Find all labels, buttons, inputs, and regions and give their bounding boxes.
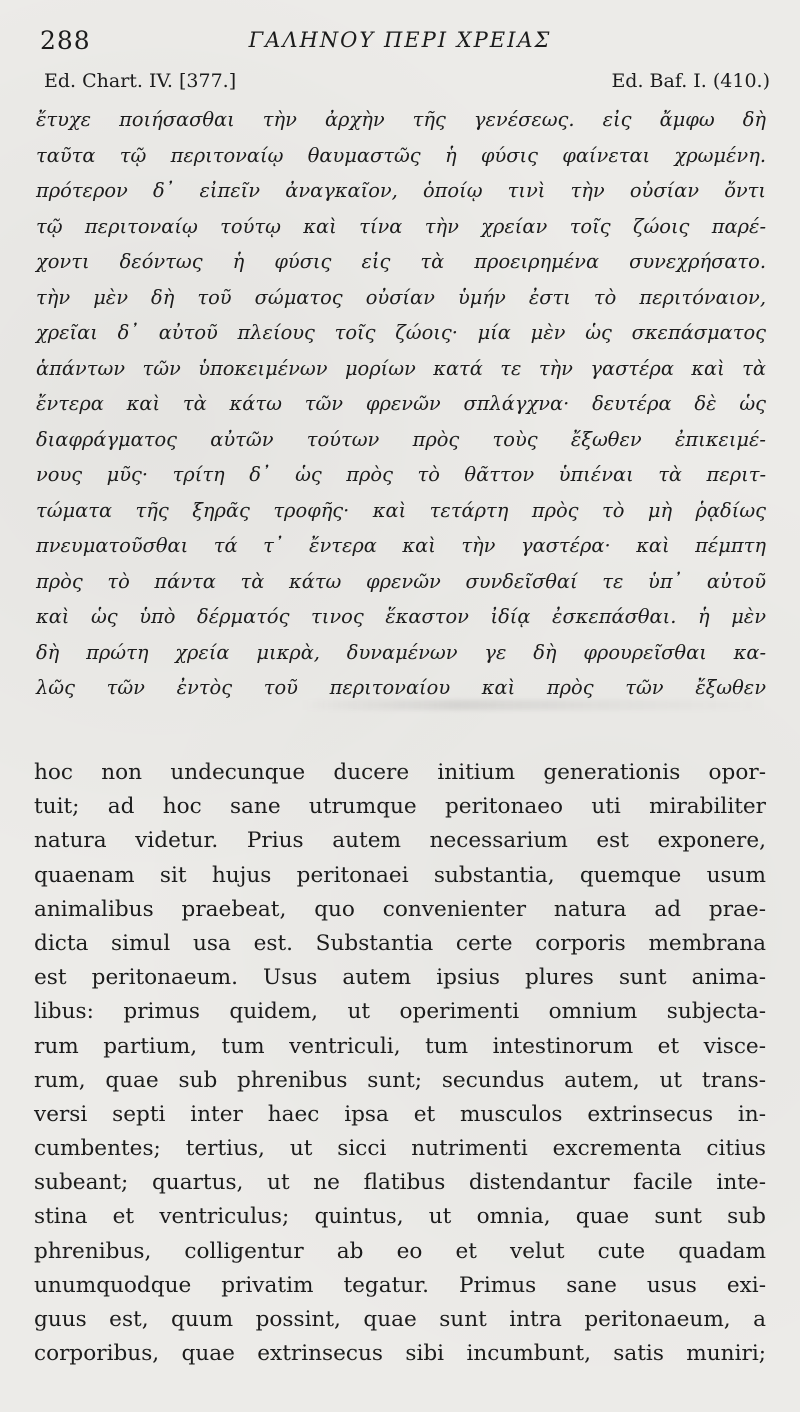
latin-text-line: rum, quae sub phrenibus sunt; secundus autem, ut trans- bbox=[34, 1067, 766, 1093]
greek-text-line: ἔντερα καὶ τὰ κάτω τῶν φρενῶν σπλάγχνα· δευτέρα δὲ ὡς bbox=[36, 392, 766, 415]
greek-text-block bbox=[36, 102, 766, 706]
latin-text-line: rum partium, tum ventriculi, tum intestinorum et visce- bbox=[34, 1033, 766, 1059]
latin-text-line: unumquodque privatim tegatur. Primus sane usus exi- bbox=[34, 1272, 766, 1298]
latin-text-line: tuit; ad hoc sane utrumque peritonaeo uti mirabiliter bbox=[34, 794, 766, 820]
latin-text-line: versi septi inter haec ipsa et musculos extrinsecus in- bbox=[34, 1101, 766, 1127]
greek-text-line: τὴν μὲν δὴ τοῦ σώματος οὐσίαν ὑμήν ἐστι τὸ περιτόναιον, bbox=[36, 285, 766, 309]
latin-text-line: guus est, quum possint, quae sunt intra peritonaeum, a bbox=[34, 1307, 766, 1332]
latin-text-line: est peritonaeum. Usus autem ipsius plures sunt anima- bbox=[34, 965, 766, 991]
greek-text-line: τῷ περιτοναίῳ τούτῳ καὶ τίνα τὴν χρείαν τοῖς ζώοις παρέ- bbox=[36, 214, 766, 238]
greek-text-line: πνευματοῦσθαι τά τ᾽ ἔντερα καὶ τὴν γαστέρα· καὶ πέμπτη bbox=[36, 534, 766, 557]
page-number: 288 bbox=[40, 26, 91, 55]
latin-text-line: libus: primus quidem, ut operimenti omnium subjecta- bbox=[34, 999, 766, 1025]
greek-text-line: ἔτυχε ποιήσασθαι τὴν ἀρχὴν τῆς γενέσεως. εἰς ἄμφω δὴ bbox=[36, 108, 766, 131]
greek-text-line: καὶ ὡς ὑπὸ δέρματός τινος ἕκαστον ἰδίᾳ ἐσκεπάσθαι. ἡ μὲν bbox=[36, 605, 766, 628]
ink-bleed-through bbox=[300, 700, 770, 710]
greek-text-line: πρὸς τὸ πάντα τὰ κάτω φρενῶν συνδεῖσθαί τε ὑπ᾽ αὐτοῦ bbox=[36, 569, 766, 593]
greek-text-line: χρεῖαι δ᾽ αὐτοῦ πλείους τοῖς ζώοις· μία μὲν ὡς σκεπάσματος bbox=[36, 321, 766, 344]
greek-text-line: δὴ πρώτη χρεία μικρὰ, δυναμένων γε δὴ φρουρεῖσθαι κα- bbox=[36, 640, 766, 664]
latin-text-line: phrenibus, colligentur ab eo et velut cute quadam bbox=[34, 1238, 766, 1264]
greek-text-line: λῶς τῶν ἐντὸς τοῦ περιτοναίου καὶ πρὸς τῶν ἔξωθεν bbox=[36, 676, 766, 699]
edition-basel-reference: Ed. Baf. I. (410.) bbox=[611, 70, 770, 92]
greek-text-line: ἁπάντων τῶν ὑποκειμένων μορίων κατά τε τὴν γαστέρα καὶ τὰ bbox=[36, 356, 766, 380]
latin-text-line: corporibus, quae extrinsecus sibi incumbunt, satis muniri; bbox=[34, 1341, 766, 1367]
latin-text-line: cumbentes; tertius, ut sicci nutrimenti excrementa citius bbox=[34, 1136, 766, 1162]
greek-text-line: διαφράγματος αὐτῶν τούτων πρὸς τοὺς ἔξωθεν ἐπικειμέ- bbox=[36, 427, 766, 451]
latin-text-line: natura videtur. Prius autem necessarium est exponere, bbox=[34, 828, 766, 854]
running-head bbox=[40, 26, 760, 62]
latin-text-line: hoc non undecunque ducere initium generationis opor- bbox=[34, 760, 766, 785]
greek-text-line: νους μῦς· τρίτη δ᾽ ὡς πρὸς τὸ θᾶττον ὑπιέναι τὰ περιτ- bbox=[36, 463, 766, 486]
latin-text-line: quaenam sit hujus peritonaei substantia, quemque usum bbox=[34, 862, 766, 888]
greek-text-line: τώματα τῆς ξηρᾶς τροφῆς· καὶ τετάρτη πρὸς τὸ μὴ ῥᾳδίως bbox=[36, 498, 766, 522]
latin-text-block bbox=[34, 756, 766, 1371]
latin-text-line: stina et ventriculus; quintus, ut omnia, quae sunt sub bbox=[34, 1204, 766, 1230]
latin-text-line: dicta simul usa est. Substantia certe corporis membrana bbox=[34, 930, 766, 956]
edition-chart-reference: Ed. Chart. IV. [377.] bbox=[44, 70, 237, 92]
greek-text-line: ταῦτα τῷ περιτοναίῳ θαυμαστῶς ἡ φύσις φαίνεται χρωμένη. bbox=[36, 143, 766, 167]
greek-text-line: χοντι δεόντως ἡ φύσις εἰς τὰ προειρημένα συνεχρήσατο. bbox=[36, 250, 766, 273]
latin-text-line: subeant; quartus, ut ne flatibus distendantur facile inte- bbox=[34, 1170, 766, 1196]
running-title: ΓΑΛΗΝΟΥ ΠΕΡΙ ΧΡΕΙΑΣ bbox=[248, 28, 552, 52]
greek-text-line: πρότερον δ᾽ εἰπεῖν ἀναγκαῖον, ὁποίῳ τινὶ τὴν οὐσίαν ὄντι bbox=[36, 179, 766, 202]
edition-references bbox=[40, 70, 770, 100]
latin-text-line: animalibus praebeat, quo convenienter natura ad prae- bbox=[34, 896, 766, 922]
